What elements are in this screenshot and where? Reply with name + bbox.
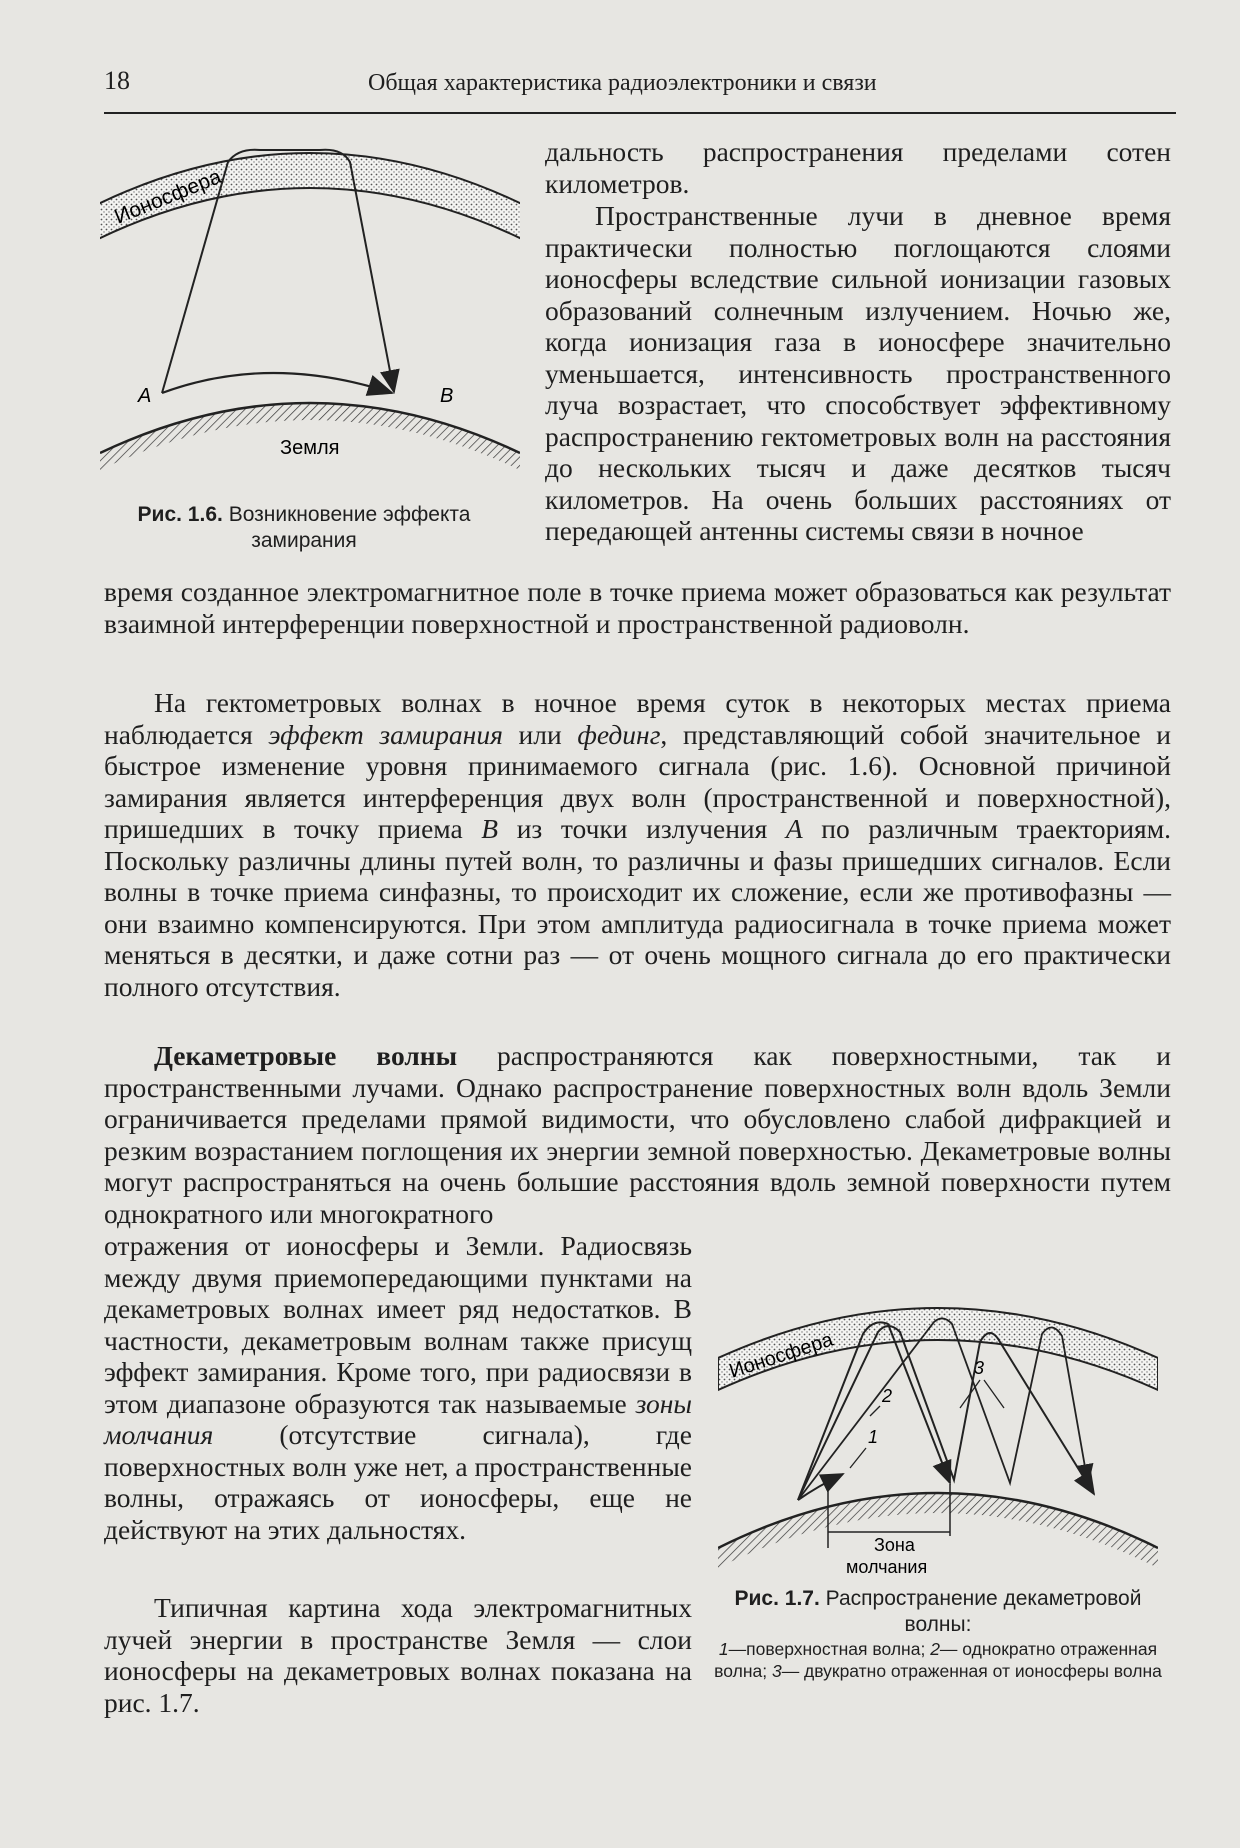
paragraph-5-text: Типичная картина хода электромагнитных лучей энергии в пространстве Земля — слои ионосферы на декаметровых волнах показана на рис. 1.7. (104, 1592, 692, 1718)
legend-3-text: — двукратно отраженная от ионосферы волна (781, 1661, 1162, 1681)
page-number: 18 (104, 66, 130, 95)
figure-1-6 (100, 138, 520, 498)
caption-legend (712, 1638, 1164, 1682)
running-head (104, 66, 1176, 106)
caption-text-1-7: Распространение декаметровой волны: (825, 1587, 1142, 1636)
point-a-ref: A (785, 813, 803, 844)
point-b-label: B (440, 385, 454, 407)
paragraph-4-part: (отсутствие сигнала), где поверхностных волн уже нет, а пространственные волны, отражаясь от ионосферы, еще не действуют на этих дальностях. (104, 1419, 693, 1545)
legend-2-text: — однократно отраженная волна; (714, 1639, 1158, 1681)
legend-1-number: 1 (718, 1639, 729, 1659)
earth-label: Земля (280, 437, 340, 459)
zone-label-line2: молчания (846, 1557, 928, 1577)
zone-label-line1: Зона (874, 1535, 915, 1555)
legend-1-text: —поверхностная волна; (728, 1639, 926, 1659)
paragraph-2-continuation (104, 576, 1171, 639)
paragraph-3-part: по различным траекториям. Поскольку различны длины путей волн, то различны и фазы пришедших сигналов. Если волны в точке приема синфазны, то происходит их сложение, если же противофазны — они взаимно компенсируются. При этом амплитуда радиосигнала в точке приема может меняться в десятки, и даже сотни раз — от очень мощного сигнала до его практически полного отсутствия. (104, 813, 1171, 1002)
figure-1-7 (718, 1278, 1158, 1578)
term-fading-effect: эффект замирания (268, 718, 503, 750)
ground-wave-ray (162, 373, 392, 393)
term-decameter-waves: Декаметровые волны (154, 1040, 458, 1071)
point-b-ref: B (481, 813, 499, 844)
paragraph-1-text: дальность распространения пределами сотен километров. (545, 136, 1171, 199)
paragraph-2 (545, 200, 1171, 547)
earth-surface-1-7 (718, 1493, 1158, 1568)
running-title: Общая характеристика радиоэлектроники и связи (368, 70, 877, 96)
paragraph-2-text: Пространственные лучи в дневное время практически полностью поглощаются слоями ионосферы вследствие сильной ионизации газовых образований солнечным излучением. Ночью же, когда ионизация газа в ионосфере значительно уменьшается, интенсивность пространственного луча возрастает, что способствует эффективному распространению гектометровых волн на расстояния до нескольких тысяч и даже десятков тысяч километров. На очень больших расстояниях от передающей антенны системы связи в ночное (545, 200, 1171, 546)
paragraph-4 (104, 1040, 1171, 1229)
paragraph-3-part: , представляющий собой значительное и быстрое изменение уровня принимаемого сигнала (рис. 1.6). Основной причиной замирания является интерференция двух волн (пространственной и поверхностной), пришедших в точку приема (104, 718, 1171, 844)
ionosphere-label-1-7: Ионосфера (726, 1328, 836, 1383)
paragraph-2-continuation-text: время созданное электромагнитное поле в точке приема может образоваться как результат взаимной интерференции поверхностной и пространственной радиоволн. (104, 576, 1171, 639)
paragraph-3-part: из точки излучения (498, 813, 786, 844)
term-silence-zones: зоны молчания (104, 1387, 692, 1450)
paragraph-4-text: распространяются как поверхностными, так и пространственными лучами. Однако распространение поверхностных волн вдоль Земли ограничивается пределами прямой видимости, что обусловлено слабой дифракцией и резким возрастанием поглощения их энергии земной поверхностью. Декаметровые волны могут распространяться на очень большие расстояния вдоль земной поверхности путем однократного или многократного (104, 1040, 1171, 1229)
paragraph-3-part: На гектометровых волнах в ночное время суток в некоторых местах приема наблюдается (104, 687, 1171, 750)
paragraph-3 (104, 687, 1171, 1002)
point-a-label: A (138, 385, 152, 407)
legend-2-number: 2 (930, 1639, 940, 1659)
paragraph-3-part: или (502, 718, 578, 750)
ionosphere-label: Ионосфера (111, 165, 225, 229)
caption-number: Рис. 1.6. (137, 503, 223, 526)
caption-number-1-7: Рис. 1.7. (734, 1587, 820, 1610)
legend-3-number: 3 (771, 1661, 782, 1681)
ray-label-3: 3 (974, 1358, 985, 1378)
figure-1-6-caption (104, 502, 504, 554)
figure-1-7-caption (712, 1586, 1164, 1682)
header-rule (104, 112, 1176, 114)
paragraph-5 (104, 1592, 692, 1718)
ray-label-1: 1 (868, 1427, 879, 1447)
term-fading: фединг (577, 718, 661, 750)
paragraph-4-part: отражения от ионосферы и Земли. Радиосвязь между двумя приемопередающими пунктами на декаметровых волнах имеет ряд недостатков. В частности, декаметровым волнам также присущ эффект замирания. Кроме того, при радиосвязи в этом диапазоне образуются так называемые (104, 1230, 692, 1419)
paragraph-1 (545, 136, 1171, 199)
paragraph-4-continuation (104, 1230, 692, 1545)
caption-text: Возникновение эффекта замирания (228, 503, 471, 552)
ray-label-2: 2 (882, 1386, 893, 1406)
